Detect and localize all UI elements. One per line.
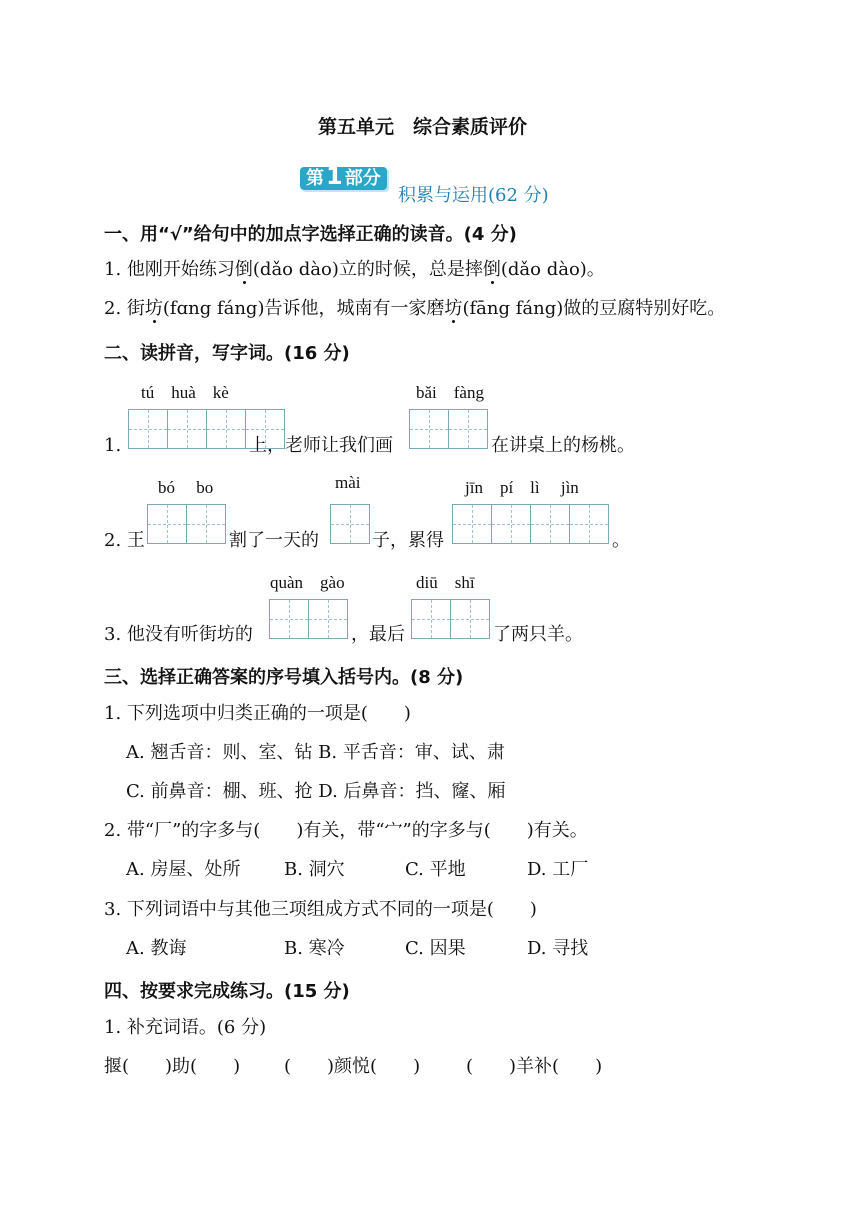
part-badge-post: 部分 bbox=[344, 168, 381, 189]
q3-option-c: C. 因果 bbox=[405, 938, 466, 959]
dotted-char: 坊 bbox=[144, 298, 163, 319]
idiom-fill-2: ( )颜悦( ) bbox=[284, 1056, 421, 1077]
q2-text-b: (fɑng fáng)告诉他，城南有一家磨 bbox=[162, 298, 445, 319]
row1-text-1: 上，老师让我们画 bbox=[249, 435, 393, 456]
section-1-question-2 bbox=[104, 298, 725, 320]
part-badge bbox=[300, 162, 387, 190]
row3-start: 3. 他没有听街坊的 bbox=[104, 624, 253, 645]
q2-option-d: D. 工厂 bbox=[527, 859, 589, 880]
part-badge-box bbox=[300, 162, 387, 190]
pinyin-row2-c: jīn pí lì jìn bbox=[465, 478, 579, 497]
section-3-heading: 三、选择正确答案的序号填入括号内。(8 分) bbox=[104, 667, 464, 688]
row3-text-2: 了两只羊。 bbox=[493, 624, 583, 645]
row1-text-2: 在讲桌上的杨桃。 bbox=[491, 435, 635, 456]
pinyin-row2-b: mài bbox=[335, 473, 361, 492]
dotted-char: 坊 bbox=[444, 298, 463, 319]
writing-grid-2[interactable] bbox=[411, 599, 490, 639]
q1-text-b: (dǎo dào)立的时候，总是摔 bbox=[252, 259, 483, 280]
row2-text-1: 割了一天的 bbox=[229, 530, 319, 551]
pinyin-row3-b: diū shī bbox=[416, 573, 475, 592]
pinyin-row1-a: tú huà kè bbox=[141, 383, 229, 402]
q1-options-ab: A. 翘舌音：则、室、钻 B. 平舌音：审、试、肃 bbox=[126, 742, 505, 763]
q1-text-a: 1. 他刚开始练习 bbox=[104, 259, 235, 280]
row1-number: 1. bbox=[104, 435, 122, 456]
writing-grid-1[interactable] bbox=[330, 504, 370, 544]
row2-text-3: 。 bbox=[612, 530, 630, 551]
pinyin-row3-a: quàn gào bbox=[270, 573, 345, 592]
writing-grid-2[interactable] bbox=[147, 504, 226, 544]
part-badge-number: 1 bbox=[326, 162, 343, 190]
q1-options-cd: C. 前鼻音：棚、班、抢 D. 后鼻音：挡、窿、厢 bbox=[126, 781, 506, 802]
q3-option-b: B. 寒冷 bbox=[284, 938, 345, 959]
row2-start: 2. 王 bbox=[104, 530, 145, 551]
dotted-char: 倒 bbox=[482, 259, 501, 280]
section-3-question-1: 1. 下列选项中归类正确的一项是( ) bbox=[104, 703, 411, 724]
q2-option-a: A. 房屋、处所 bbox=[126, 859, 241, 880]
row3-text-1: ，最后 bbox=[351, 624, 405, 645]
q3-option-d: D. 寻找 bbox=[527, 938, 589, 959]
section-3-question-2: 2. 带“厂”的字多与( )有关，带“宀”的字多与( )有关。 bbox=[104, 820, 588, 841]
writing-grid-2[interactable] bbox=[269, 599, 348, 639]
q2-option-c: C. 平地 bbox=[405, 859, 466, 880]
pinyin-row2-a: bó bo bbox=[158, 478, 214, 497]
idiom-fill-3: ( )羊补( ) bbox=[466, 1056, 603, 1077]
section-1-heading: 一、用“√”给句中的加点字选择正确的读音。(4 分) bbox=[104, 224, 517, 245]
q3-option-a: A. 教诲 bbox=[126, 938, 187, 959]
row2-text-2: 子，累得 bbox=[372, 530, 444, 551]
section-1-question-1 bbox=[104, 259, 605, 281]
pinyin-row1-b: bǎi fàng bbox=[416, 383, 484, 402]
section-4-heading: 四、按要求完成练习。(15 分) bbox=[104, 981, 350, 1002]
q2-text-a: 2. 街 bbox=[104, 298, 145, 319]
idiom-fill-1: 揠( )助( ) bbox=[104, 1056, 241, 1077]
dotted-char: 倒 bbox=[234, 259, 253, 280]
writing-grid-2[interactable] bbox=[409, 409, 488, 449]
q2-text-c: (fāng fáng)做的豆腐特别好吃。 bbox=[462, 298, 726, 319]
q1-text-c: (dǎo dào)。 bbox=[500, 259, 605, 280]
q2-option-b: B. 洞穴 bbox=[284, 859, 345, 880]
section-4-question-1: 1. 补充词语。(6 分) bbox=[104, 1017, 267, 1038]
section-2-heading: 二、读拼音，写字词。(16 分) bbox=[104, 343, 350, 364]
page-title: 第五单元 综合素质评价 bbox=[318, 116, 528, 138]
part-badge-pre: 第 bbox=[306, 168, 324, 189]
part-subtitle: 积累与运用(62 分) bbox=[398, 185, 549, 206]
section-3-question-3: 3. 下列词语中与其他三项组成方式不同的一项是( ) bbox=[104, 899, 537, 920]
writing-grid-4[interactable] bbox=[452, 504, 609, 544]
